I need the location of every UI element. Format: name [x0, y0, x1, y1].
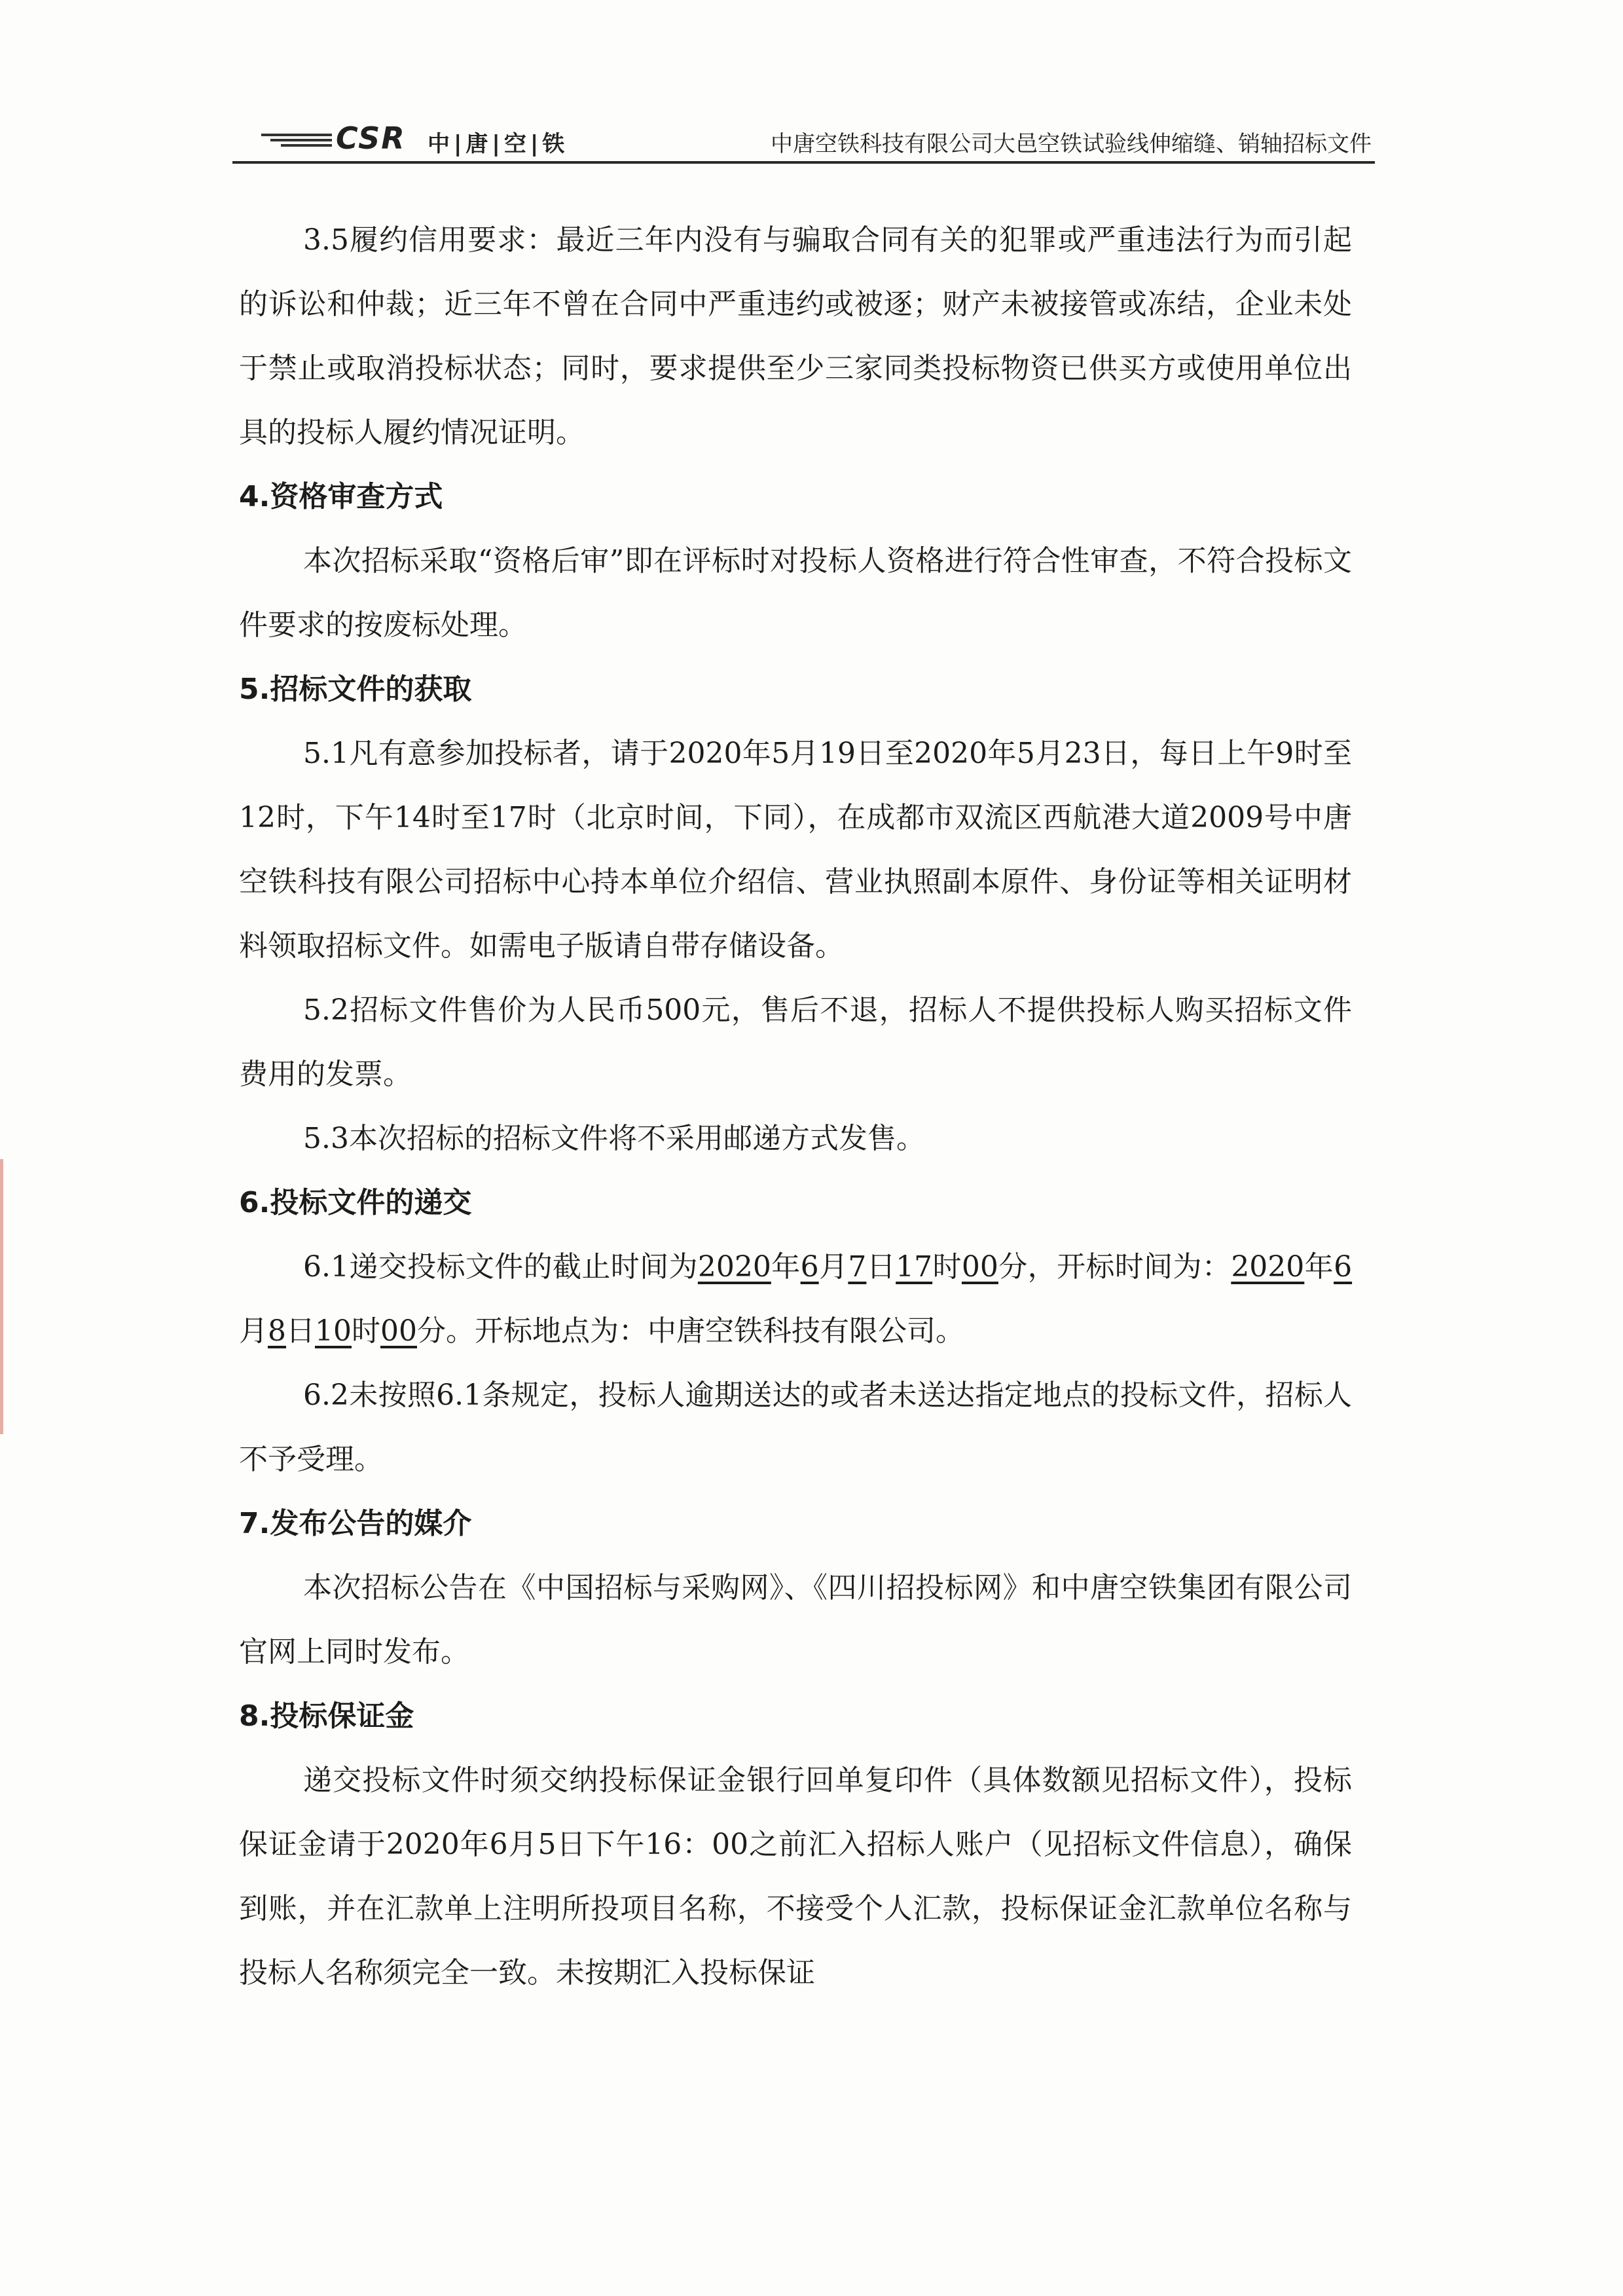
logo-cn-text: 中|唐|空|铁 — [428, 131, 569, 157]
deadline-hour-unit: 时 — [932, 1250, 962, 1284]
section-5-2-paragraph: 5.2招标文件售价为人民币500元，售后不退，招标人不提供投标人购买招标文件费用的发票。 — [239, 993, 1352, 1091]
deadline-month-unit: 月 — [818, 1250, 848, 1284]
section-6-1-paragraph — [239, 1235, 1352, 1363]
deadline-month: 6 — [800, 1250, 819, 1284]
opening-year-unit: 年 — [1304, 1250, 1334, 1284]
company-logo — [259, 120, 586, 156]
opening-day: 8 — [268, 1314, 286, 1348]
opening-hour: 10 — [315, 1314, 352, 1348]
opening-location-text: 分。开标地点为：中唐空铁科技有限公司。 — [417, 1314, 964, 1348]
opening-month-unit: 月 — [239, 1314, 268, 1348]
deadline-year-unit: 年 — [771, 1250, 801, 1284]
section-4-paragraph: 本次招标采取“资格后审”即在评标时对投标人资格进行符合性审查，不符合投标文件要求的按废标处理。 — [239, 544, 1352, 642]
opening-minute: 00 — [380, 1314, 417, 1348]
section-8-paragraph: 递交投标文件时须交纳投标保证金银行回单复印件（具体数额见招标文件），投标保证金请于2020年6月5日下午16：00之前汇入招标人账户（见招标文件信息），确保到账，并在汇款单上注明所投项目名称，不接受个人汇款，投标保证金汇款单位名称与投标人名称须完全一致。未按期汇入投标保证 — [239, 1764, 1352, 1990]
deadline-minute: 00 — [961, 1250, 998, 1284]
header-rule — [232, 161, 1375, 164]
logo-stripes-icon — [259, 127, 332, 153]
section-5-heading: 5.招标文件的获取 — [239, 673, 472, 706]
section-7-paragraph: 本次招标公告在《中国招标与采购网》、《四川招投标网》和中唐空铁集团有限公司官网上同时发布。 — [239, 1571, 1352, 1669]
seal-edge-mark — [0, 1159, 3, 1434]
section-6-heading: 6.投标文件的递交 — [239, 1186, 472, 1219]
section-6-2-paragraph: 6.2未按照6.1条规定，投标人逾期送达的或者未送达指定地点的投标文件，招标人不予受理。 — [239, 1379, 1352, 1476]
section-7-heading: 7.发布公告的媒介 — [239, 1507, 472, 1540]
logo-csr-text: CSR — [336, 120, 406, 156]
section-4-heading: 4.资格审查方式 — [239, 480, 443, 513]
opening-day-unit: 日 — [286, 1314, 315, 1348]
opening-year: 2020 — [1231, 1250, 1305, 1284]
opening-hour-unit: 时 — [352, 1314, 380, 1348]
section-8-heading: 8.投标保证金 — [239, 1699, 414, 1733]
page-header — [232, 111, 1372, 162]
section-3-5-paragraph: 3.5履约信用要求：最近三年内没有与骗取合同有关的犯罪或严重违法行为而引起的诉讼和仲裁；近三年不曾在合同中严重违约或被逐；财产未被接管或冻结，企业未处于禁止或取消投标状态；同时，要求提供至少三家同类投标物资已供买方或使用单位出具的投标人履约情况证明。 — [239, 223, 1352, 449]
document-title: 中唐空铁科技有限公司大邑空铁试验线伸缩缝、销轴招标文件 — [771, 131, 1372, 157]
opening-month: 6 — [1334, 1250, 1353, 1284]
section-5-3-paragraph: 5.3本次招标的招标文件将不采用邮递方式发售。 — [303, 1122, 925, 1155]
document-body — [239, 208, 1352, 2005]
deadline-day: 7 — [848, 1250, 867, 1284]
deadline-text: 6.1递交投标文件的截止时间为 — [303, 1250, 698, 1284]
section-5-1-paragraph: 5.1凡有意参加投标者，请于2020年5月19日至2020年5月23日，每日上午9时至12时，下午14时至17时（北京时间，下同），在成都市双流区西航港大道2009号中唐空铁科技有限公司招标中心持本单位介绍信、营业执照副本原件、身份证等相关证明材料领取招标文件。如需电子版请自带存储设备。 — [239, 737, 1352, 963]
deadline-hour: 17 — [896, 1250, 933, 1284]
deadline-day-unit: 日 — [866, 1250, 896, 1284]
deadline-year: 2020 — [697, 1250, 771, 1284]
opening-text: 分，开标时间为： — [998, 1250, 1231, 1284]
